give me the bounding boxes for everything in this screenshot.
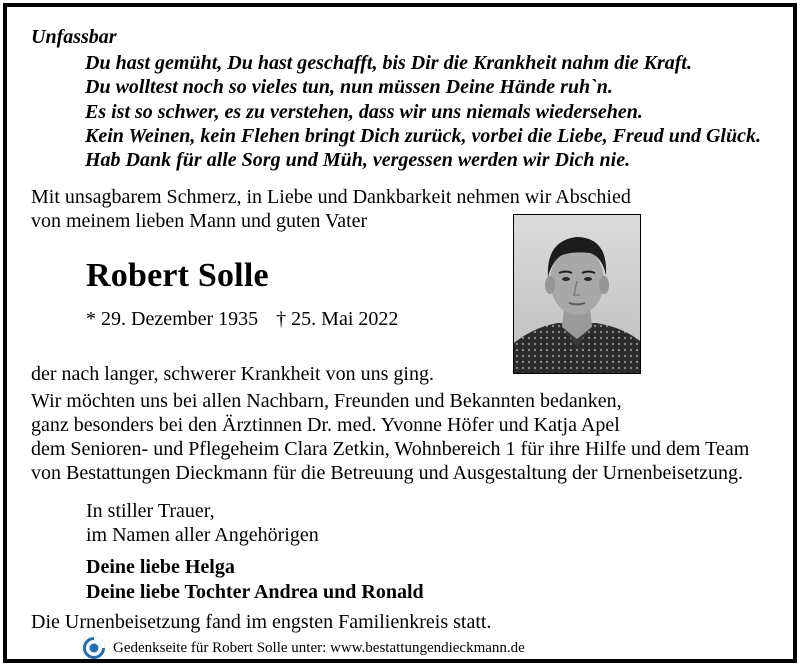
poem-line: Hab Dank für alle Sorg und Müh, vergessen werden wir Dich nie. xyxy=(85,149,631,172)
mourning-line: im Namen aller Angehörigen xyxy=(86,524,319,546)
portrait-photo xyxy=(513,214,641,374)
family-member: Deine liebe Helga xyxy=(86,556,235,578)
memorial-logo-icon xyxy=(83,637,105,659)
life-dates xyxy=(86,308,398,331)
poem xyxy=(85,51,761,172)
mourning-line: In stiller Trauer, xyxy=(86,500,215,522)
family-member: Deine liebe Tochter Andrea und Ronald xyxy=(86,581,424,603)
thanks-line: ganz besonders bei den Ärztinnen Dr. med. Yvonne Höfer und Katja Apel xyxy=(31,414,620,436)
obituary-notice xyxy=(3,3,797,663)
thanks-text xyxy=(31,389,749,485)
intro-line: Mit unsagbarem Schmerz, in Liebe und Dankbarkeit nehmen wir Abschied xyxy=(31,186,631,208)
thanks-line: von Bestattungen Dieckmann für die Betreuung und Ausgestaltung der Urnenbeisetzung. xyxy=(31,462,744,484)
poem-line: Es ist so schwer, es zu verstehen, dass wir uns niemals wiedersehen. xyxy=(85,100,643,123)
memorial-link-text[interactable]: Gedenkseite für Robert Solle unter: www.bestattungendieckmann.de xyxy=(113,639,525,656)
death-date: † 25. Mai 2022 xyxy=(276,308,399,330)
family-signatures xyxy=(86,555,424,605)
mourning-text xyxy=(86,499,319,547)
burial-note: Die Urnenbeisetzung fand im engsten Familienkreis statt. xyxy=(31,611,492,633)
thanks-line: Wir möchten uns bei allen Nachbarn, Freunden und Bekannten bedanken, xyxy=(31,390,622,412)
deceased-name: Robert Solle xyxy=(86,257,269,294)
memorial-link[interactable] xyxy=(83,637,525,659)
intro-line: von meinem lieben Mann und guten Vater xyxy=(31,210,368,232)
thanks-line: dem Senioren- und Pflegeheim Clara Zetkin, Wohnbereich 1 für ihre Hilfe und dem Team xyxy=(31,438,750,460)
heading: Unfassbar xyxy=(31,26,117,48)
poem-line: Du wolltest noch so vieles tun, nun müssen Deine Hände ruh`n. xyxy=(85,76,613,99)
birth-date: * 29. Dezember 1935 xyxy=(86,308,259,330)
poem-line: Du hast gemüht, Du hast geschafft, bis Dir die Krankheit nahm die Kraft. xyxy=(85,52,692,74)
poem-line: Kein Weinen, kein Flehen bringt Dich zurück, vorbei die Liebe, Freud und Glück. xyxy=(85,124,761,147)
passing-text: der nach langer, schwerer Krankheit von uns ging. xyxy=(31,363,434,385)
portrait-image xyxy=(514,215,640,373)
